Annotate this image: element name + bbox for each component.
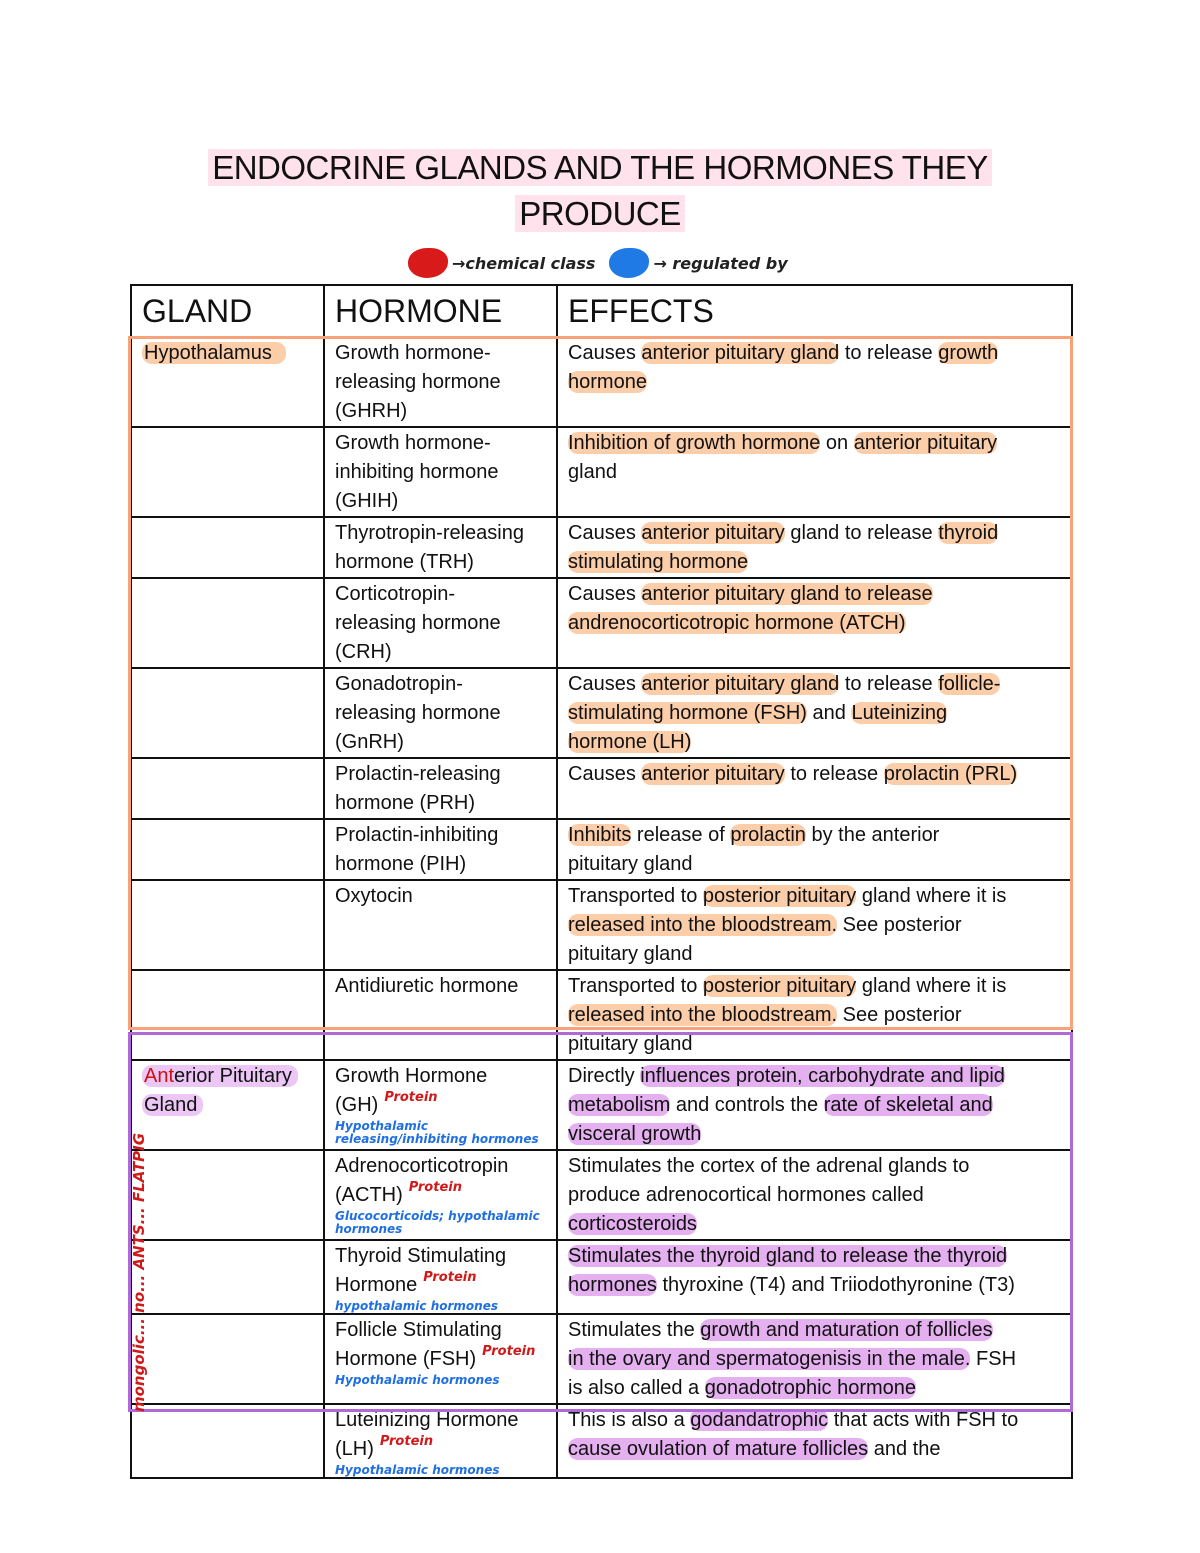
hormone-line: Gonadotropin- — [335, 673, 463, 695]
table-row — [131, 1060, 1072, 1150]
hormone-line: hormone (PRH) — [335, 792, 476, 814]
effects-text: gland to release — [784, 522, 939, 544]
hormone-cell — [324, 517, 557, 578]
gland-name-line-2: Gland — [142, 1094, 203, 1116]
effects-text: Directly — [568, 1065, 641, 1087]
page-title — [150, 145, 1050, 237]
highlighted-text: Stimulates the thyroid gland to release the thyroid — [568, 1245, 1008, 1267]
highlighted-text: posterior pituitary — [702, 885, 857, 907]
effects-cell — [557, 819, 1072, 880]
hormone-cell — [324, 578, 557, 668]
hormone-line: Growth hormone- — [335, 432, 491, 454]
effects-text: Causes — [568, 583, 642, 605]
effects-text: Transported to — [568, 885, 703, 907]
red-marker-swatch — [408, 248, 448, 278]
hormone-cell — [324, 1314, 557, 1404]
effects-text: See posterior — [837, 914, 962, 936]
chemical-class-note: Protein — [423, 1270, 477, 1285]
effects-cell — [557, 1314, 1072, 1404]
effects-cell — [557, 880, 1072, 970]
highlighted-text: andrenocorticotropic hormone (ATCH) — [568, 612, 906, 634]
effects-cell — [557, 427, 1072, 517]
highlighted-text: hormone — [568, 371, 647, 393]
highlighted-text: in the ovary and spermatogenisis in the male. — [568, 1348, 971, 1370]
gland-cell — [131, 668, 324, 758]
highlighted-text: Inhibition of growth hormone — [568, 432, 821, 454]
hormone-line: releasing hormone — [335, 702, 501, 724]
effects-text: Stimulates the cortex of the adrenal glands to — [568, 1155, 970, 1177]
highlighted-text: Inhibits — [568, 824, 632, 846]
effects-text: and the — [868, 1438, 941, 1460]
gland-cell — [131, 819, 324, 880]
gland-cell — [131, 1150, 324, 1240]
highlighted-text: corticosteroids — [568, 1213, 697, 1235]
hormone-line: Adrenocorticotropin — [335, 1155, 509, 1177]
highlighted-text: posterior pituitary — [702, 975, 857, 997]
effects-cell — [557, 758, 1072, 819]
highlighted-text: follicle- — [938, 673, 1001, 695]
hormone-line: (ACTH) — [335, 1184, 403, 1206]
effects-text: Causes — [568, 673, 642, 695]
hormone-line: (CRH) — [335, 641, 392, 663]
hormone-line: releasing hormone — [335, 371, 501, 393]
effects-text: by the anterior — [805, 824, 940, 846]
hormone-cell — [324, 668, 557, 758]
hormone-line: (GH) — [335, 1094, 379, 1116]
hormone-line: Antidiuretic hormone — [335, 975, 519, 997]
hormone-line: Corticotropin- — [335, 583, 456, 605]
gland-cell — [131, 1060, 324, 1150]
highlighted-text: influences protein, carbohydrate and lipid — [640, 1065, 1005, 1087]
highlighted-text: released into the bloodstream. — [568, 1004, 838, 1026]
effects-cell — [557, 1404, 1072, 1478]
hormone-line: Prolactin-inhibiting — [335, 824, 499, 846]
gland-cell — [131, 427, 324, 517]
gland-cell — [131, 517, 324, 578]
effects-text: to release — [839, 673, 939, 695]
gland-name-prefix: Ant — [144, 1065, 175, 1087]
hormone-cell — [324, 758, 557, 819]
effects-text: Stimulates the — [568, 1319, 701, 1341]
hormone-line: hormone (PIH) — [335, 853, 467, 875]
hormone-line: Thyrotropin-releasing — [335, 522, 524, 544]
highlighted-text: anterior pituitary gland — [641, 342, 840, 364]
highlighted-text: Luteinizing — [851, 702, 948, 724]
hormone-cell — [324, 1060, 557, 1150]
chemical-class-note: Protein — [482, 1344, 536, 1359]
effects-cell — [557, 517, 1072, 578]
legend-regulated-by: → regulated by — [653, 253, 788, 273]
gland-cell — [131, 970, 324, 1060]
highlighted-text: thyroid — [938, 522, 999, 544]
hormone-line: releasing hormone — [335, 612, 501, 634]
hormone-line: (GHRH) — [335, 400, 408, 422]
blue-marker-swatch — [609, 248, 649, 278]
highlighted-text: anterior pituitary gland to release — [641, 583, 933, 605]
regulated-by-note: Hypothalamic hormones — [335, 1463, 500, 1477]
hormone-line: Hormone — [335, 1274, 418, 1296]
highlighted-text: growth and maturation of follicles — [700, 1319, 993, 1341]
effects-cell — [557, 337, 1072, 427]
hormone-cell — [324, 880, 557, 970]
effects-text: pituitary gland — [568, 1033, 693, 1055]
regulated-by-note: hypothalamic hormones — [335, 1299, 498, 1313]
gland-cell — [131, 1240, 324, 1314]
hormone-cell — [324, 427, 557, 517]
table-row — [131, 1240, 1072, 1314]
endocrine-table — [130, 284, 1073, 1479]
highlighted-text: anterior pituitary gland — [641, 673, 840, 695]
effects-text: and — [806, 702, 852, 724]
gland-cell — [131, 1404, 324, 1478]
highlighted-text: prolactin (PRL) — [883, 763, 1018, 785]
table-row — [131, 880, 1072, 970]
effects-text: This is also a — [568, 1409, 691, 1431]
highlighted-text: released into the bloodstream. — [568, 914, 838, 936]
hormone-line: hormone (TRH) — [335, 551, 474, 573]
chemical-class-note: Protein — [408, 1180, 462, 1195]
hormone-line: (GnRH) — [335, 731, 404, 753]
highlighted-text: hormone (LH) — [568, 731, 692, 753]
highlighted-text: growth — [938, 342, 999, 364]
effects-text: pituitary gland — [568, 853, 693, 875]
effects-text: gland where it is — [856, 975, 1007, 997]
regulated-by-note: Glucocorticoids; hypothalamic hormones — [335, 1209, 540, 1236]
gland-cell — [131, 578, 324, 668]
gland-cell — [131, 758, 324, 819]
highlighted-text: anterior pituitary — [641, 763, 785, 785]
header-hormone: HORMONE — [324, 285, 557, 337]
effects-text: is also called a — [568, 1377, 705, 1399]
effects-text: Causes — [568, 763, 642, 785]
gland-name: Anterior Pituitary — [142, 1065, 298, 1087]
highlighted-text: stimulating hormone (FSH) — [568, 702, 807, 724]
effects-text: pituitary gland — [568, 943, 693, 965]
highlighted-text: cause ovulation of mature follicles — [568, 1438, 869, 1460]
gland-cell — [131, 880, 324, 970]
chemical-class-note: Protein — [379, 1434, 434, 1449]
title-line-1: ENDOCRINE GLANDS AND THE HORMONES THEY — [208, 149, 992, 186]
highlighted-text: stimulating hormone — [568, 551, 749, 573]
effects-text: FSH — [970, 1348, 1017, 1370]
hormone-line: (LH) — [335, 1438, 374, 1460]
hormone-line: Hormone (FSH) — [335, 1348, 477, 1370]
highlighted-text: anterior pituitary — [641, 522, 785, 544]
table-row — [131, 970, 1072, 1060]
effects-text: Transported to — [568, 975, 703, 997]
hormone-line: Oxytocin — [335, 885, 413, 907]
title-line-2: PRODUCE — [515, 195, 685, 232]
table-row — [131, 578, 1072, 668]
handwritten-side-note: mongolic... no... ANTS... FLATPIG — [130, 1132, 148, 1412]
effects-text: to release — [839, 342, 939, 364]
table-row — [131, 337, 1072, 427]
effects-text: gland where it is — [856, 885, 1007, 907]
table-row — [131, 1314, 1072, 1404]
table-row — [131, 758, 1072, 819]
hormone-line: (GHIH) — [335, 490, 399, 512]
color-legend — [408, 248, 802, 278]
effects-text: Causes — [568, 522, 642, 544]
hormone-line: Luteinizing Hormone — [335, 1409, 519, 1431]
hormone-cell — [324, 337, 557, 427]
highlighted-text: gonadotrophic hormone — [704, 1377, 917, 1399]
hormone-line: Growth hormone- — [335, 342, 491, 364]
hormone-cell — [324, 1240, 557, 1314]
effects-cell — [557, 970, 1072, 1060]
hormone-line: Growth Hormone — [335, 1065, 488, 1087]
effects-text: on — [820, 432, 854, 454]
highlighted-text: hormones — [568, 1274, 657, 1296]
effects-text: that acts with FSH to — [828, 1409, 1019, 1431]
hormone-cell — [324, 1404, 557, 1478]
effects-text: produce adrenocortical hormones called — [568, 1184, 924, 1206]
table-row — [131, 819, 1072, 880]
effects-cell — [557, 578, 1072, 668]
regulated-by-note: Hypothalamic releasing/inhibiting hormones — [335, 1119, 539, 1146]
effects-text: Causes — [568, 342, 636, 364]
effects-text: thyroxine (T4) and Triiodothyronine (T3) — [656, 1274, 1015, 1296]
hormone-line: Prolactin-releasing — [335, 763, 501, 785]
gland-cell — [131, 1314, 324, 1404]
header-effects: EFFECTS — [557, 285, 1072, 337]
effects-text: to release — [784, 763, 884, 785]
hormone-line: Thyroid Stimulating — [335, 1245, 507, 1267]
highlighted-text: godandatrophic — [690, 1409, 829, 1431]
effects-cell — [557, 1240, 1072, 1314]
highlighted-text: metabolism — [568, 1094, 671, 1116]
gland-name: Hypothalamus — [142, 342, 286, 364]
highlighted-text: rate of skeletal and — [823, 1094, 993, 1116]
hormone-cell — [324, 970, 557, 1060]
legend-chemical-class: →chemical class — [452, 253, 596, 273]
highlighted-text: anterior pituitary — [853, 432, 998, 454]
chemical-class-note: Protein — [384, 1090, 438, 1105]
highlighted-text: prolactin — [730, 824, 806, 846]
effects-cell — [557, 1060, 1072, 1150]
table-row — [131, 1150, 1072, 1240]
table-row — [131, 1404, 1072, 1478]
hormone-line: Follicle Stimulating — [335, 1319, 502, 1341]
highlighted-text: visceral growth — [568, 1123, 702, 1145]
table-row — [131, 427, 1072, 517]
effects-text: gland — [568, 461, 617, 483]
effects-text: See posterior — [837, 1004, 962, 1026]
effects-cell — [557, 1150, 1072, 1240]
gland-cell — [131, 337, 324, 427]
table-header-row — [131, 285, 1072, 337]
table-row — [131, 517, 1072, 578]
header-gland: GLAND — [131, 285, 324, 337]
effects-text: and controls the — [670, 1094, 824, 1116]
hormone-line: inhibiting hormone — [335, 461, 499, 483]
hormone-cell — [324, 1150, 557, 1240]
table-row — [131, 668, 1072, 758]
hormone-cell — [324, 819, 557, 880]
effects-cell — [557, 668, 1072, 758]
effects-text: release of — [631, 824, 731, 846]
regulated-by-note: Hypothalamic hormones — [335, 1373, 500, 1387]
